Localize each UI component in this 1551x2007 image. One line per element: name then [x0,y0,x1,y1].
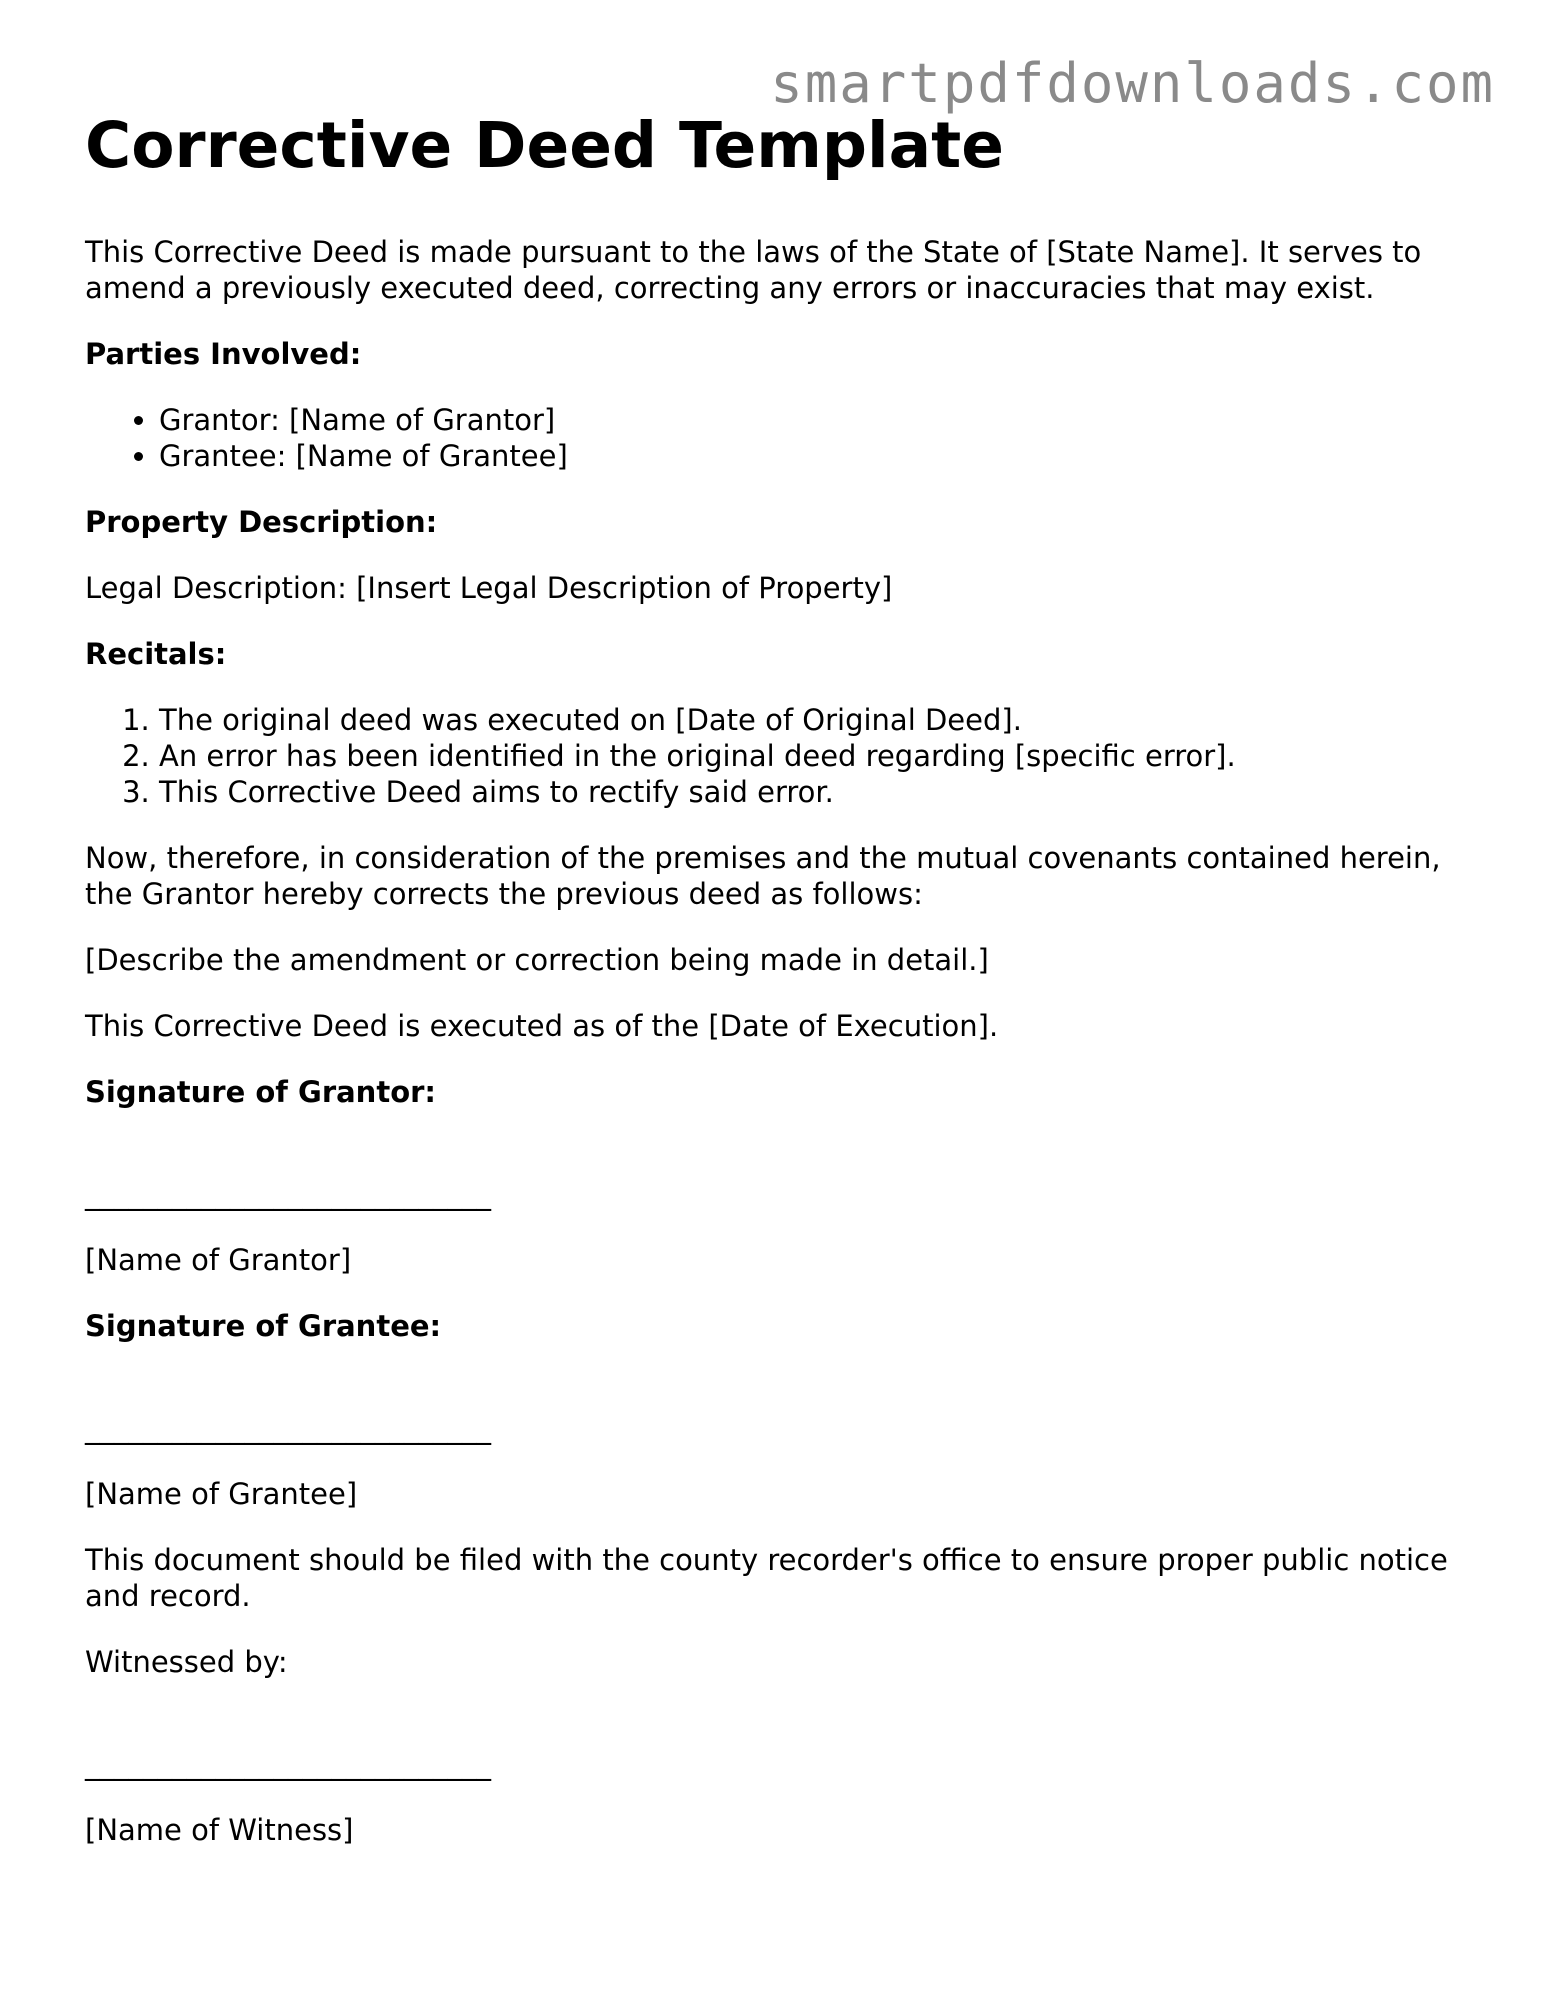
parties-list [85,402,1475,474]
recitals-list [85,702,1475,810]
grantor-name: [Name of Grantor] [85,1243,352,1277]
witness-label: Witnessed by: [85,1645,288,1679]
grantee-signature-line: ____________________________ [85,1411,491,1445]
watermark: smartpdfdownloads.com [770,52,1495,115]
recitals-heading: Recitals: [85,637,227,671]
grantor-signature-heading: Signature of Grantor: [85,1075,437,1109]
recital-item: 1. The original deed was executed on [Date of Original Deed]. [159,702,1475,738]
witness-name: [Name of Witness] [85,1813,354,1847]
grantee-name: [Name of Grantee] [85,1477,358,1511]
grantee-signature-heading: Signature of Grantee: [85,1309,442,1343]
execution-paragraph: This Corrective Deed is executed as of the [Date of Execution]. [85,1009,999,1043]
amendment-paragraph: [Describe the amendment or correction being made in detail.] [85,943,989,977]
grantor-signature-line: ____________________________ [85,1177,491,1211]
intro-paragraph: This Corrective Deed is made pursuant to the laws of the State of [State Name]. It serves to amend a previously executed deed, correcting any errors or inaccuracies that may exist. [85,235,1422,305]
witness-signature-line: ____________________________ [85,1747,491,1781]
filing-note: This document should be filed with the county recorder's office to ensure proper public notice and record. [85,1543,1448,1613]
property-heading: Property Description: [85,505,438,539]
parties-heading: Parties Involved: [85,337,362,371]
recital-item: 3. This Corrective Deed aims to rectify said error. [159,774,1475,810]
document-page [85,108,1475,1878]
party-grantor: • Grantor: [Name of Grantor] [159,402,1475,438]
party-grantee: • Grantee: [Name of Grantee] [159,438,1475,474]
page-title: Corrective Deed Template [85,109,1004,182]
legal-description: Legal Description: [Insert Legal Description of Property] [85,571,893,605]
consideration-paragraph: Now, therefore, in consideration of the premises and the mutual covenants contained herein, the Grantor hereby corrects the previous deed as follows: [85,841,1441,911]
recital-item: 2. An error has been identified in the original deed regarding [specific error]. [159,738,1475,774]
